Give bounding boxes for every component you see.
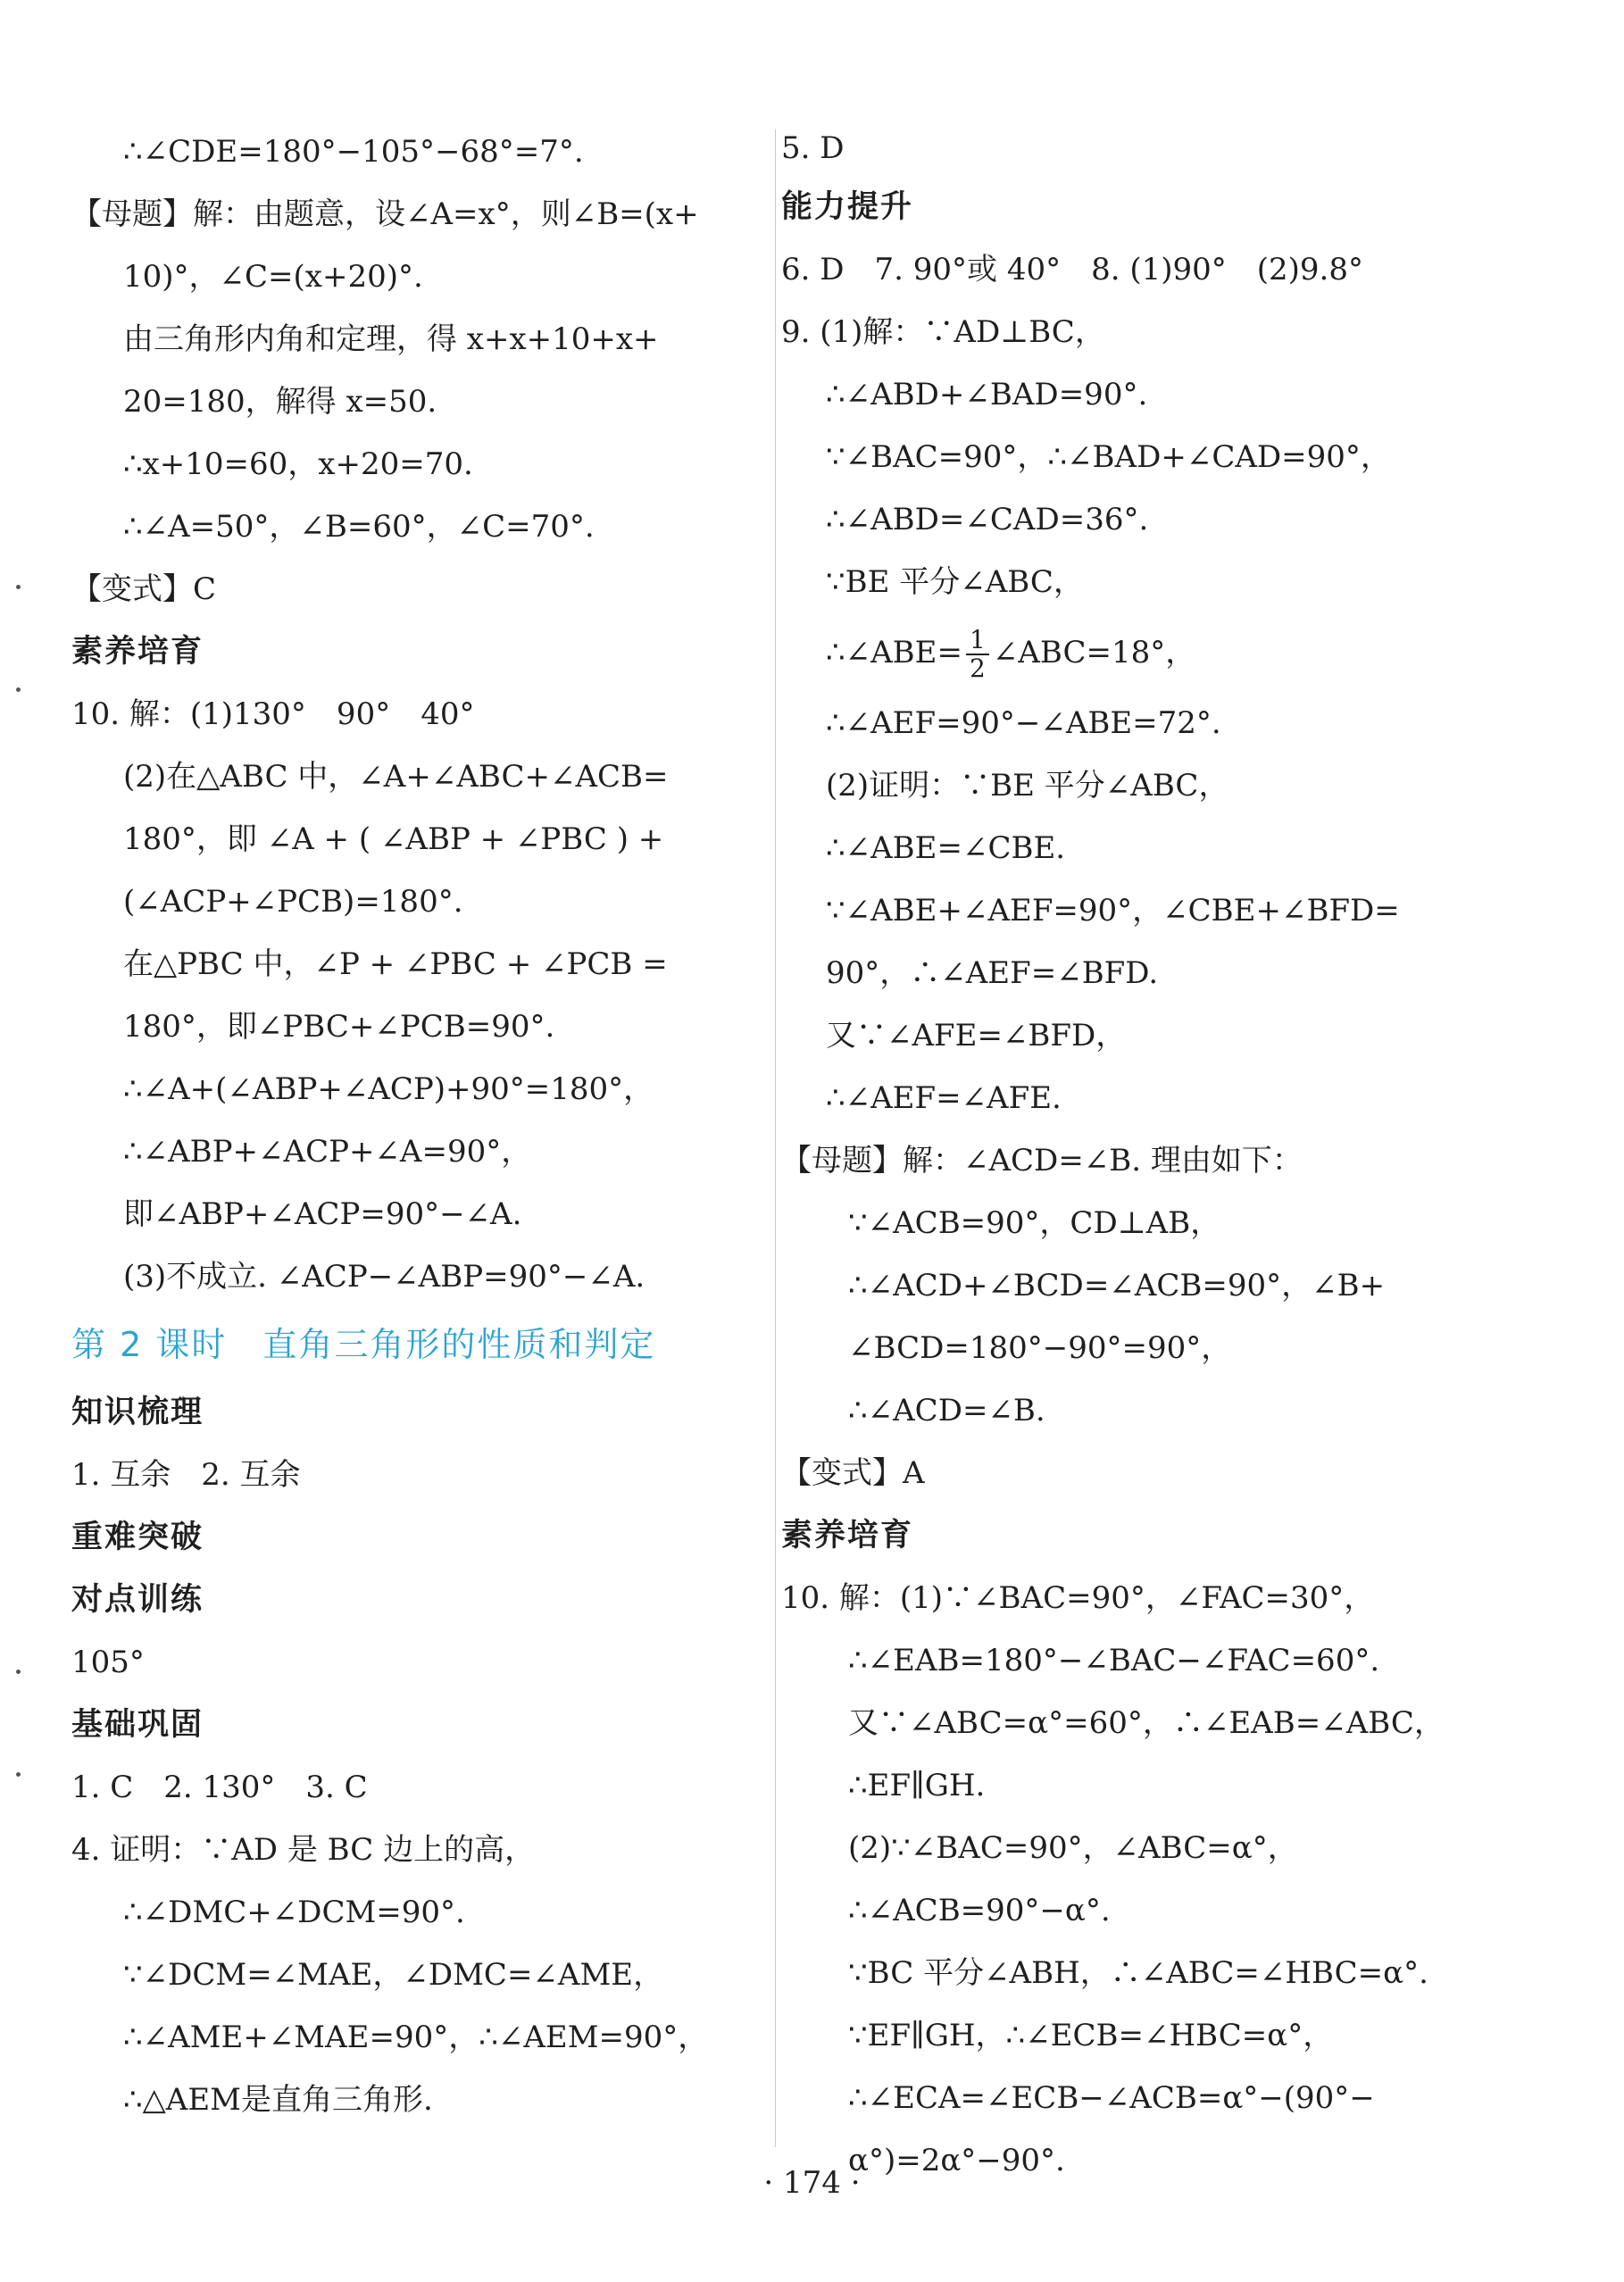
text-line: (2)在△ABC 中，∠A+∠ABC+∠ACB=: [123, 759, 669, 795]
text-line: (∠ACP+∠PCB)=180°.: [123, 884, 463, 920]
text-line: ∴x+10=60，x+20=70.: [123, 446, 473, 482]
text-line: ∴∠ABE=∠CBE.: [826, 830, 1066, 866]
text-line: ∵∠ACB=90°，CD⊥AB，: [848, 1205, 1221, 1241]
text-line: ∴∠ABD=∠CAD=36°.: [826, 502, 1149, 537]
text-line: (2)∵∠BAC=90°，∠ABC=α°，: [848, 1830, 1298, 1866]
text-line: 10. 解：(1)∵∠BAC=90°，∠FAC=30°，: [781, 1580, 1375, 1616]
text-line: ∴∠AEF=90°−∠ABE=72°.: [826, 705, 1221, 741]
text-fragment: ∴∠ABE=: [826, 635, 962, 670]
text-line: 【变式】A: [781, 1455, 925, 1491]
text-line: ∠BCD=180°−90°=90°，: [848, 1330, 1232, 1366]
right-column: [781, 121, 1495, 2192]
text-line: ∴EF∥GH.: [848, 1768, 986, 1803]
text-line: 又∵∠AFE=∠BFD，: [826, 1018, 1127, 1054]
text-line: 4. 证明：∵AD 是 BC 边上的高，: [71, 1832, 536, 1868]
text-line: ∵∠DCM=∠MAE，∠DMC=∠AME，: [123, 1957, 664, 1993]
margin-mark: [16, 687, 21, 692]
margin-mark: [16, 1670, 21, 1674]
text-line: ∴∠ACD+∠BCD=∠ACB=90°，∠B+: [848, 1268, 1386, 1303]
left-column: [71, 121, 750, 2131]
text-line: (3)不成立. ∠ACP−∠ABP=90°−∠A.: [123, 1259, 645, 1295]
text-line: ∴∠ECA=∠ECB−∠ACB=α°−(90°−: [848, 2080, 1375, 2116]
text-line: 即∠ABP+∠ACP=90°−∠A.: [123, 1196, 522, 1232]
text-line: 6. D 7. 90°或 40° 8. (1)90° (2)9.8°: [781, 252, 1363, 287]
text-line: 10. 解：(1)130° 90° 40°: [71, 696, 475, 732]
text-line: 【变式】C: [71, 571, 217, 607]
text-line: 又∵∠ABC=α°=60°，∴∠EAB=∠ABC，: [848, 1705, 1445, 1741]
text-line: ∴∠A+(∠ABP+∠ACP)+90°=180°，: [123, 1071, 654, 1107]
section-heading: 素养培育: [71, 634, 204, 670]
fraction-numerator: 1: [966, 627, 989, 655]
text-line: ∵EF∥GH，∴∠ECB=∠HBC=α°，: [848, 2018, 1334, 2053]
text-line: 90°，∴∠AEF=∠BFD.: [826, 955, 1159, 991]
text-line: 1. C 2. 130° 3. C: [71, 1770, 368, 1805]
fraction: [966, 627, 989, 682]
text-line: ∴∠AME+∠MAE=90°，∴∠AEM=90°，: [123, 2020, 709, 2055]
text-line: 【母题】解：∠ACD=∠B. 理由如下：: [781, 1143, 1303, 1178]
section-heading: 知识梳理: [71, 1395, 204, 1430]
text-line: 在△PBC 中，∠P + ∠PBC + ∠PCB =: [123, 946, 668, 982]
text-line: 10)°，∠C=(x+20)°.: [123, 259, 423, 295]
section-heading: 基础巩固: [71, 1707, 204, 1743]
lesson-title: 第 2 课时 直角三角形的性质和判定: [71, 1325, 656, 1364]
text-line: α°)=2α°−90°.: [848, 2143, 1065, 2178]
text-line: 180°，即∠PBC+∠PCB=90°.: [123, 1009, 555, 1045]
text-line: ∴△AEM是直角三角形.: [123, 2082, 433, 2118]
text-line: ∴∠DMC+∠DCM=90°.: [123, 1895, 465, 1930]
text-line: 由三角形内角和定理，得 x+x+10+x+: [123, 321, 659, 357]
text-line: ∵∠BAC=90°，∴∠BAD+∠CAD=90°，: [826, 439, 1391, 475]
text-line: ∴∠AEF=∠AFE.: [826, 1080, 1062, 1116]
section-heading: 能力提升: [781, 189, 914, 225]
text-line: ∴∠ACB=90°−α°.: [848, 1893, 1111, 1928]
text-line: 105°: [71, 1645, 145, 1680]
section-heading: 重难突破: [71, 1520, 204, 1555]
text-line: 1. 互余 2. 互余: [71, 1457, 301, 1493]
text-line: 5. D: [781, 130, 845, 166]
fraction-denominator: 2: [969, 654, 986, 683]
text-line: ∴∠CDE=180°−105°−68°=7°.: [123, 134, 584, 170]
text-line: ∵BC 平分∠ABH，∴∠ABC=∠HBC=α°.: [848, 1955, 1428, 1991]
text-line: ∴∠ACD=∠B.: [848, 1393, 1045, 1428]
column-divider: [775, 129, 776, 2147]
text-line: 【母题】解：由题意，设∠A=x°，则∠B=(x+: [71, 196, 699, 232]
section-heading: 对点训练: [71, 1582, 204, 1618]
text-fragment: ∠ABC=18°，: [992, 635, 1196, 670]
text-line-with-fraction: [781, 613, 1495, 692]
text-line: ∴∠A=50°，∠B=60°，∠C=70°.: [123, 509, 595, 545]
text-line: ∵∠ABE+∠AEF=90°，∠CBE+∠BFD=: [826, 893, 1400, 929]
page-number: · 174 ·: [763, 2165, 861, 2201]
text-line: ∴∠ABD+∠BAD=90°.: [826, 377, 1148, 412]
section-heading: 素养培育: [781, 1518, 914, 1553]
text-line: 20=180，解得 x=50.: [123, 384, 437, 420]
text-line: ∵BE 平分∠ABC，: [826, 564, 1084, 600]
text-line: 9. (1)解：∵AD⊥BC，: [781, 314, 1105, 350]
margin-mark: [16, 585, 21, 589]
margin-mark: [16, 1772, 21, 1777]
text-line: ∴∠ABP+∠ACP+∠A=90°，: [123, 1134, 532, 1170]
text-line: (2)证明：∵BE 平分∠ABC，: [826, 768, 1229, 804]
text-line: ∴∠EAB=180°−∠BAC−∠FAC=60°.: [848, 1643, 1380, 1678]
text-line: 180°，即 ∠A + ( ∠ABP + ∠PBC ) +: [123, 821, 664, 857]
